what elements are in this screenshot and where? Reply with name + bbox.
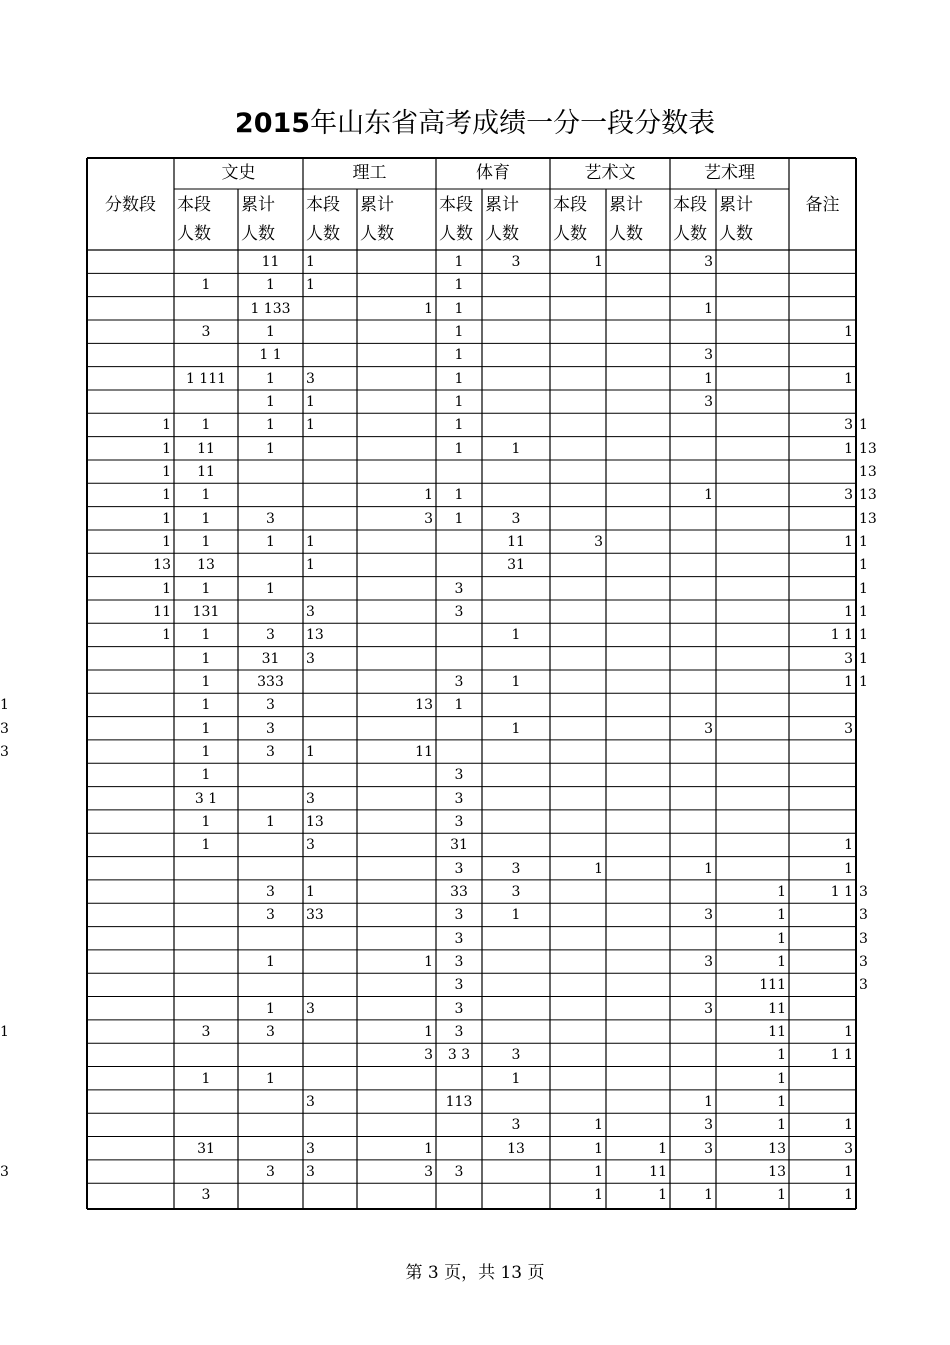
table-cell: 1 (424, 953, 433, 970)
header-group-4: 艺术理 (704, 163, 755, 183)
table-cell: 3 (454, 790, 464, 807)
table-cell: 3 (201, 1187, 211, 1204)
table-cell: 1 (0, 697, 9, 714)
table-cell: 3 (201, 1023, 211, 1040)
table-cell: 33 (450, 883, 468, 900)
table-cell: 131 (192, 603, 220, 620)
table-cell: 1 (162, 463, 171, 480)
table-cell: 1 (454, 510, 464, 527)
table-cell: 3 (511, 883, 521, 900)
table-cell: 1 (306, 557, 315, 574)
table-cell: 1 (424, 487, 433, 504)
table-cell: 1 (266, 1070, 275, 1087)
table-cell: 31 (450, 837, 468, 854)
table-cell: 1 (201, 767, 211, 784)
table-cell: 3 (704, 907, 713, 924)
table-cell: 11 (507, 533, 525, 550)
header-group-1: 理工 (352, 163, 387, 183)
table-cell: 1 (201, 1070, 211, 1087)
table-cell: 1 (162, 580, 171, 597)
header-sub-top-2: 本段 (306, 195, 340, 215)
table-cell: 1 133 (250, 300, 291, 317)
table-cell: 1 (594, 1117, 603, 1134)
table-cell: 3 (844, 487, 853, 504)
table-cell: 1 (704, 1187, 713, 1204)
table-cell: 1 (201, 697, 211, 714)
table-cell: 11 (768, 1000, 786, 1017)
table-cell: 3 (859, 883, 868, 900)
header-sub-top-3: 累计 (360, 195, 394, 215)
table-cell: 1 1 (830, 883, 853, 900)
table-cell: 1 (454, 370, 464, 387)
table-cell: 3 (704, 254, 713, 270)
table-cell: 1 (777, 1070, 786, 1087)
table-cell: 1 (306, 743, 315, 760)
table-cell: 1 (266, 813, 275, 830)
table-cell: 3 3 (447, 1047, 471, 1064)
table-cell: 13 (507, 1140, 525, 1157)
table-cell: 1 (201, 277, 211, 294)
table-cell: 1 (454, 393, 464, 410)
table-cell: 3 (844, 650, 853, 667)
table-cell: 1 (777, 930, 786, 947)
table-cell: 3 (454, 860, 464, 877)
table-cell: 3 (454, 953, 464, 970)
table-cell: 1 (201, 813, 211, 830)
table-cell: 33 (306, 907, 324, 924)
header-sub-bottom-0: 人数 (177, 224, 211, 244)
table-cell: 1 (658, 1187, 667, 1204)
table-cell: 1 (844, 603, 853, 620)
table-cell: 1 (594, 1140, 603, 1157)
header-sub-top-5: 累计 (485, 195, 519, 215)
table-cell: 1 (511, 907, 521, 924)
header-sub-top-0: 本段 (177, 195, 211, 215)
header-sub-top-4: 本段 (439, 195, 473, 215)
table-cell: 3 (201, 323, 211, 340)
header-sub-bottom-8: 人数 (673, 224, 707, 244)
table-cell: 1 (777, 1047, 786, 1064)
table-cell: 3 (306, 837, 315, 854)
table-cell: 1 (306, 254, 315, 270)
table-cell: 3 (306, 1093, 315, 1110)
table-cell: 13 (415, 697, 433, 714)
table-cell: 1 (266, 953, 275, 970)
table-cell: 1 (777, 1093, 786, 1110)
table-cell: 13 (306, 627, 324, 644)
table-cell: 13 (306, 813, 324, 830)
table-cell: 1 (162, 487, 171, 504)
table-cell: 1 (777, 883, 786, 900)
table-cell: 3 (266, 1023, 275, 1040)
table-cell: 1 (511, 673, 521, 690)
table-cell: 3 (266, 720, 275, 737)
table-cell: 1 (859, 627, 868, 644)
header-sub-top-7: 累计 (609, 195, 643, 215)
table-cell: 3 (859, 953, 868, 970)
table-cell: 1 (454, 277, 464, 294)
table-cell: 1 (306, 277, 315, 294)
table-cell: 1 (844, 837, 853, 854)
header-sub-bottom-5: 人数 (485, 224, 519, 244)
table-cell: 1 (777, 907, 786, 924)
table-cell: 1 (844, 533, 853, 550)
table-cell: 1 (162, 510, 171, 527)
table-cell: 1 (454, 487, 464, 504)
table-cell: 11 (415, 743, 433, 760)
table-cell: 13 (153, 557, 171, 574)
title-year: 2015 (234, 108, 311, 139)
table-cell: 3 (511, 510, 521, 527)
table-cell: 3 1 (194, 790, 218, 807)
table-cell: 1 (594, 254, 603, 270)
table-cell: 1 (859, 673, 868, 690)
header-sub-bottom-1: 人数 (241, 224, 275, 244)
table-cell: 1 (201, 650, 211, 667)
table-cell: 1 (859, 533, 868, 550)
table-cell: 13 (859, 440, 877, 457)
table-cell: 3 (704, 1117, 713, 1134)
table-cell: 3 (306, 1163, 315, 1180)
table-cell: 3 (454, 1000, 464, 1017)
header-sub-top-1: 累计 (241, 195, 275, 215)
table-cell: 1 (306, 533, 315, 550)
table-cell: 3 (306, 1140, 315, 1157)
table-cell: 3 (454, 767, 464, 784)
table-cell: 1 (704, 1093, 713, 1110)
table-cell: 1 (266, 440, 275, 457)
table-cell: 1 (454, 300, 464, 317)
table-cell: 3 (704, 720, 713, 737)
table-cell: 113 (445, 1093, 473, 1110)
table-cell: 11 (153, 603, 171, 620)
table-cell: 3 (266, 1163, 275, 1180)
table-cell: 1 (424, 1023, 433, 1040)
table-cell: 3 (266, 883, 275, 900)
table-cell: 11 (768, 1023, 786, 1040)
table-cell: 1 (201, 510, 211, 527)
table-cell: 3 (424, 510, 433, 527)
table-cell: 3 (0, 720, 9, 737)
table-cell: 1 (844, 1187, 853, 1204)
table-cell: 1 (201, 417, 211, 434)
header-group-3: 艺术文 (584, 163, 636, 183)
table-cell: 1 (201, 743, 211, 760)
table-cell: 11 (197, 463, 215, 480)
table-cell: 3 (511, 254, 521, 270)
table-cell: 11 (261, 254, 280, 270)
table-cell: 1 (859, 650, 868, 667)
table-cell: 1 (201, 720, 211, 737)
table-cell: 1 111 (185, 370, 227, 387)
table-cell: 1 (859, 417, 868, 434)
table-cell: 1 (844, 370, 853, 387)
table-cell: 1 (201, 533, 211, 550)
header-group-2: 体育 (476, 163, 510, 183)
page-footer: 第 3 页，共 13 页 (405, 1263, 545, 1283)
table-cell: 1 (859, 603, 868, 620)
table-cell: 1 (594, 1187, 603, 1204)
table-cell: 3 (454, 673, 464, 690)
table-cell: 1 (266, 533, 275, 550)
table-cell: 13 (768, 1140, 786, 1157)
table-cell: 1 (201, 673, 211, 690)
table-cell: 3 (454, 1023, 464, 1040)
table-cell: 1 (777, 953, 786, 970)
table-cell: 1 (454, 697, 464, 714)
table-cell: 3 (266, 697, 275, 714)
header-score-segment: 分数段 (105, 195, 156, 215)
table-cell: 3 (511, 1117, 521, 1134)
table-cell: 1 (844, 673, 853, 690)
table-cell: 1 (424, 300, 433, 317)
table-cell: 1 (511, 1070, 521, 1087)
table-cell: 3 (704, 393, 713, 410)
table-cell: 1 (201, 580, 211, 597)
table-cell: 1 (859, 580, 868, 597)
table-cell: 1 (0, 1023, 9, 1040)
table-cell: 1 1 (830, 1047, 853, 1064)
table-cell: 3 (454, 907, 464, 924)
table-cell: 111 (759, 977, 786, 994)
table-cell: 1 (266, 323, 275, 340)
table-cell: 1 (306, 417, 315, 434)
table-cell: 1 (162, 627, 171, 644)
table-cell: 3 (0, 743, 9, 760)
table-cell: 333 (257, 673, 284, 690)
table-cell: 3 (844, 720, 853, 737)
table-cell: 1 (511, 627, 521, 644)
table-cell: 1 (511, 720, 521, 737)
table-cell: 3 (266, 743, 275, 760)
table-cell: 1 (201, 487, 211, 504)
table-cell: 1 (704, 300, 713, 317)
table-cell: 1 (162, 440, 171, 457)
table-cell: 3 (859, 977, 868, 994)
header-sub-bottom-7: 人数 (609, 224, 643, 244)
table-cell: 3 (266, 510, 275, 527)
table-cell: 31 (261, 650, 280, 667)
table-cell: 1 (424, 1140, 433, 1157)
table-cell: 1 1 (830, 627, 853, 644)
header-sub-top-8: 本段 (673, 195, 707, 215)
table-cell: 1 (704, 370, 713, 387)
table-cell: 3 (424, 1047, 433, 1064)
table-cell: 1 (454, 323, 464, 340)
table-cell: 1 (306, 883, 315, 900)
table-cell: 3 (266, 627, 275, 644)
table-cell: 3 (594, 533, 603, 550)
table-cell: 3 (844, 1140, 853, 1157)
table-cell: 3 (511, 860, 521, 877)
table-cell: 3 (306, 603, 315, 620)
table-cell: 31 (507, 557, 525, 574)
header-sub-top-6: 本段 (553, 195, 587, 215)
table-cell: 1 (162, 417, 171, 434)
table-cell: 1 (704, 860, 713, 877)
table-cell: 1 (266, 417, 275, 434)
table-cell: 1 (454, 417, 464, 434)
table-cell: 3 (704, 347, 713, 364)
table-cell: 3 (859, 907, 868, 924)
header-sub-bottom-6: 人数 (553, 224, 587, 244)
table-cell: 3 (704, 1000, 713, 1017)
title-text: 年山东省高考成绩一分一段分数表 (310, 108, 716, 139)
header-sub-bottom-3: 人数 (360, 224, 394, 244)
table-cell: 3 (306, 650, 315, 667)
table-cell: 3 (266, 907, 275, 924)
table-cell: 3 (704, 953, 713, 970)
table-cell: 3 (844, 417, 853, 434)
table-cell: 1 (594, 1163, 603, 1180)
table-cell: 1 (859, 557, 868, 574)
table-cell: 1 1 (259, 347, 282, 364)
table-cell: 11 (649, 1163, 667, 1180)
table-cell: 3 (454, 1163, 464, 1180)
header-sub-bottom-2: 人数 (306, 224, 340, 244)
table-cell: 1 (844, 1163, 853, 1180)
table-cell: 13 (859, 487, 877, 504)
table-cell: 1 (306, 393, 315, 410)
table-cell: 1 (658, 1140, 667, 1157)
table-cell: 1 (454, 440, 464, 457)
table-cell: 13 (197, 557, 215, 574)
table-cell: 1 (511, 440, 521, 457)
table-cell: 1 (201, 627, 211, 644)
table-cell: 3 (454, 930, 464, 947)
header-sub-top-9: 累计 (719, 195, 753, 215)
table-cell: 3 (306, 790, 315, 807)
table-cell: 1 (594, 860, 603, 877)
table-cell: 1 (844, 1023, 853, 1040)
table-cell: 1 (201, 837, 211, 854)
table-cell: 1 (844, 860, 853, 877)
table-cell: 1 (844, 1117, 853, 1134)
table-cell: 31 (197, 1140, 215, 1157)
table-cell: 3 (859, 930, 868, 947)
header-remark: 备注 (805, 195, 840, 215)
table-cell: 3 (306, 1000, 315, 1017)
table-cell: 13 (859, 463, 877, 480)
table-cell: 3 (424, 1163, 433, 1180)
table-cell: 1 (454, 347, 464, 364)
table-cell: 1 (266, 1000, 275, 1017)
table-cell: 1 (454, 254, 464, 270)
table-cell: 1 (844, 323, 853, 340)
table-cell: 3 (306, 370, 315, 387)
table-cell: 3 (454, 977, 464, 994)
table-cell: 1 (777, 1187, 786, 1204)
table-cell: 1 (266, 277, 275, 294)
table-cell: 1 (266, 393, 275, 410)
table-cell: 13 (859, 510, 877, 527)
table-cell: 3 (454, 603, 464, 620)
table-cell: 3 (454, 813, 464, 830)
table-cell: 1 (704, 487, 713, 504)
table-cell: 1 (162, 533, 171, 550)
table-cell: 13 (768, 1163, 786, 1180)
table-cell: 1 (266, 580, 275, 597)
header-sub-bottom-9: 人数 (719, 224, 753, 244)
table-cell: 1 (266, 370, 275, 387)
table-cell: 3 (0, 1163, 9, 1180)
table-cell: 3 (511, 1047, 521, 1064)
table-cell: 3 (704, 1140, 713, 1157)
header-group-0: 文史 (221, 163, 256, 183)
table-cell: 1 (844, 440, 853, 457)
table-cell: 3 (454, 580, 464, 597)
table-cell: 11 (197, 440, 215, 457)
table-cell: 1 (777, 1117, 786, 1134)
header-sub-bottom-4: 人数 (439, 224, 473, 244)
